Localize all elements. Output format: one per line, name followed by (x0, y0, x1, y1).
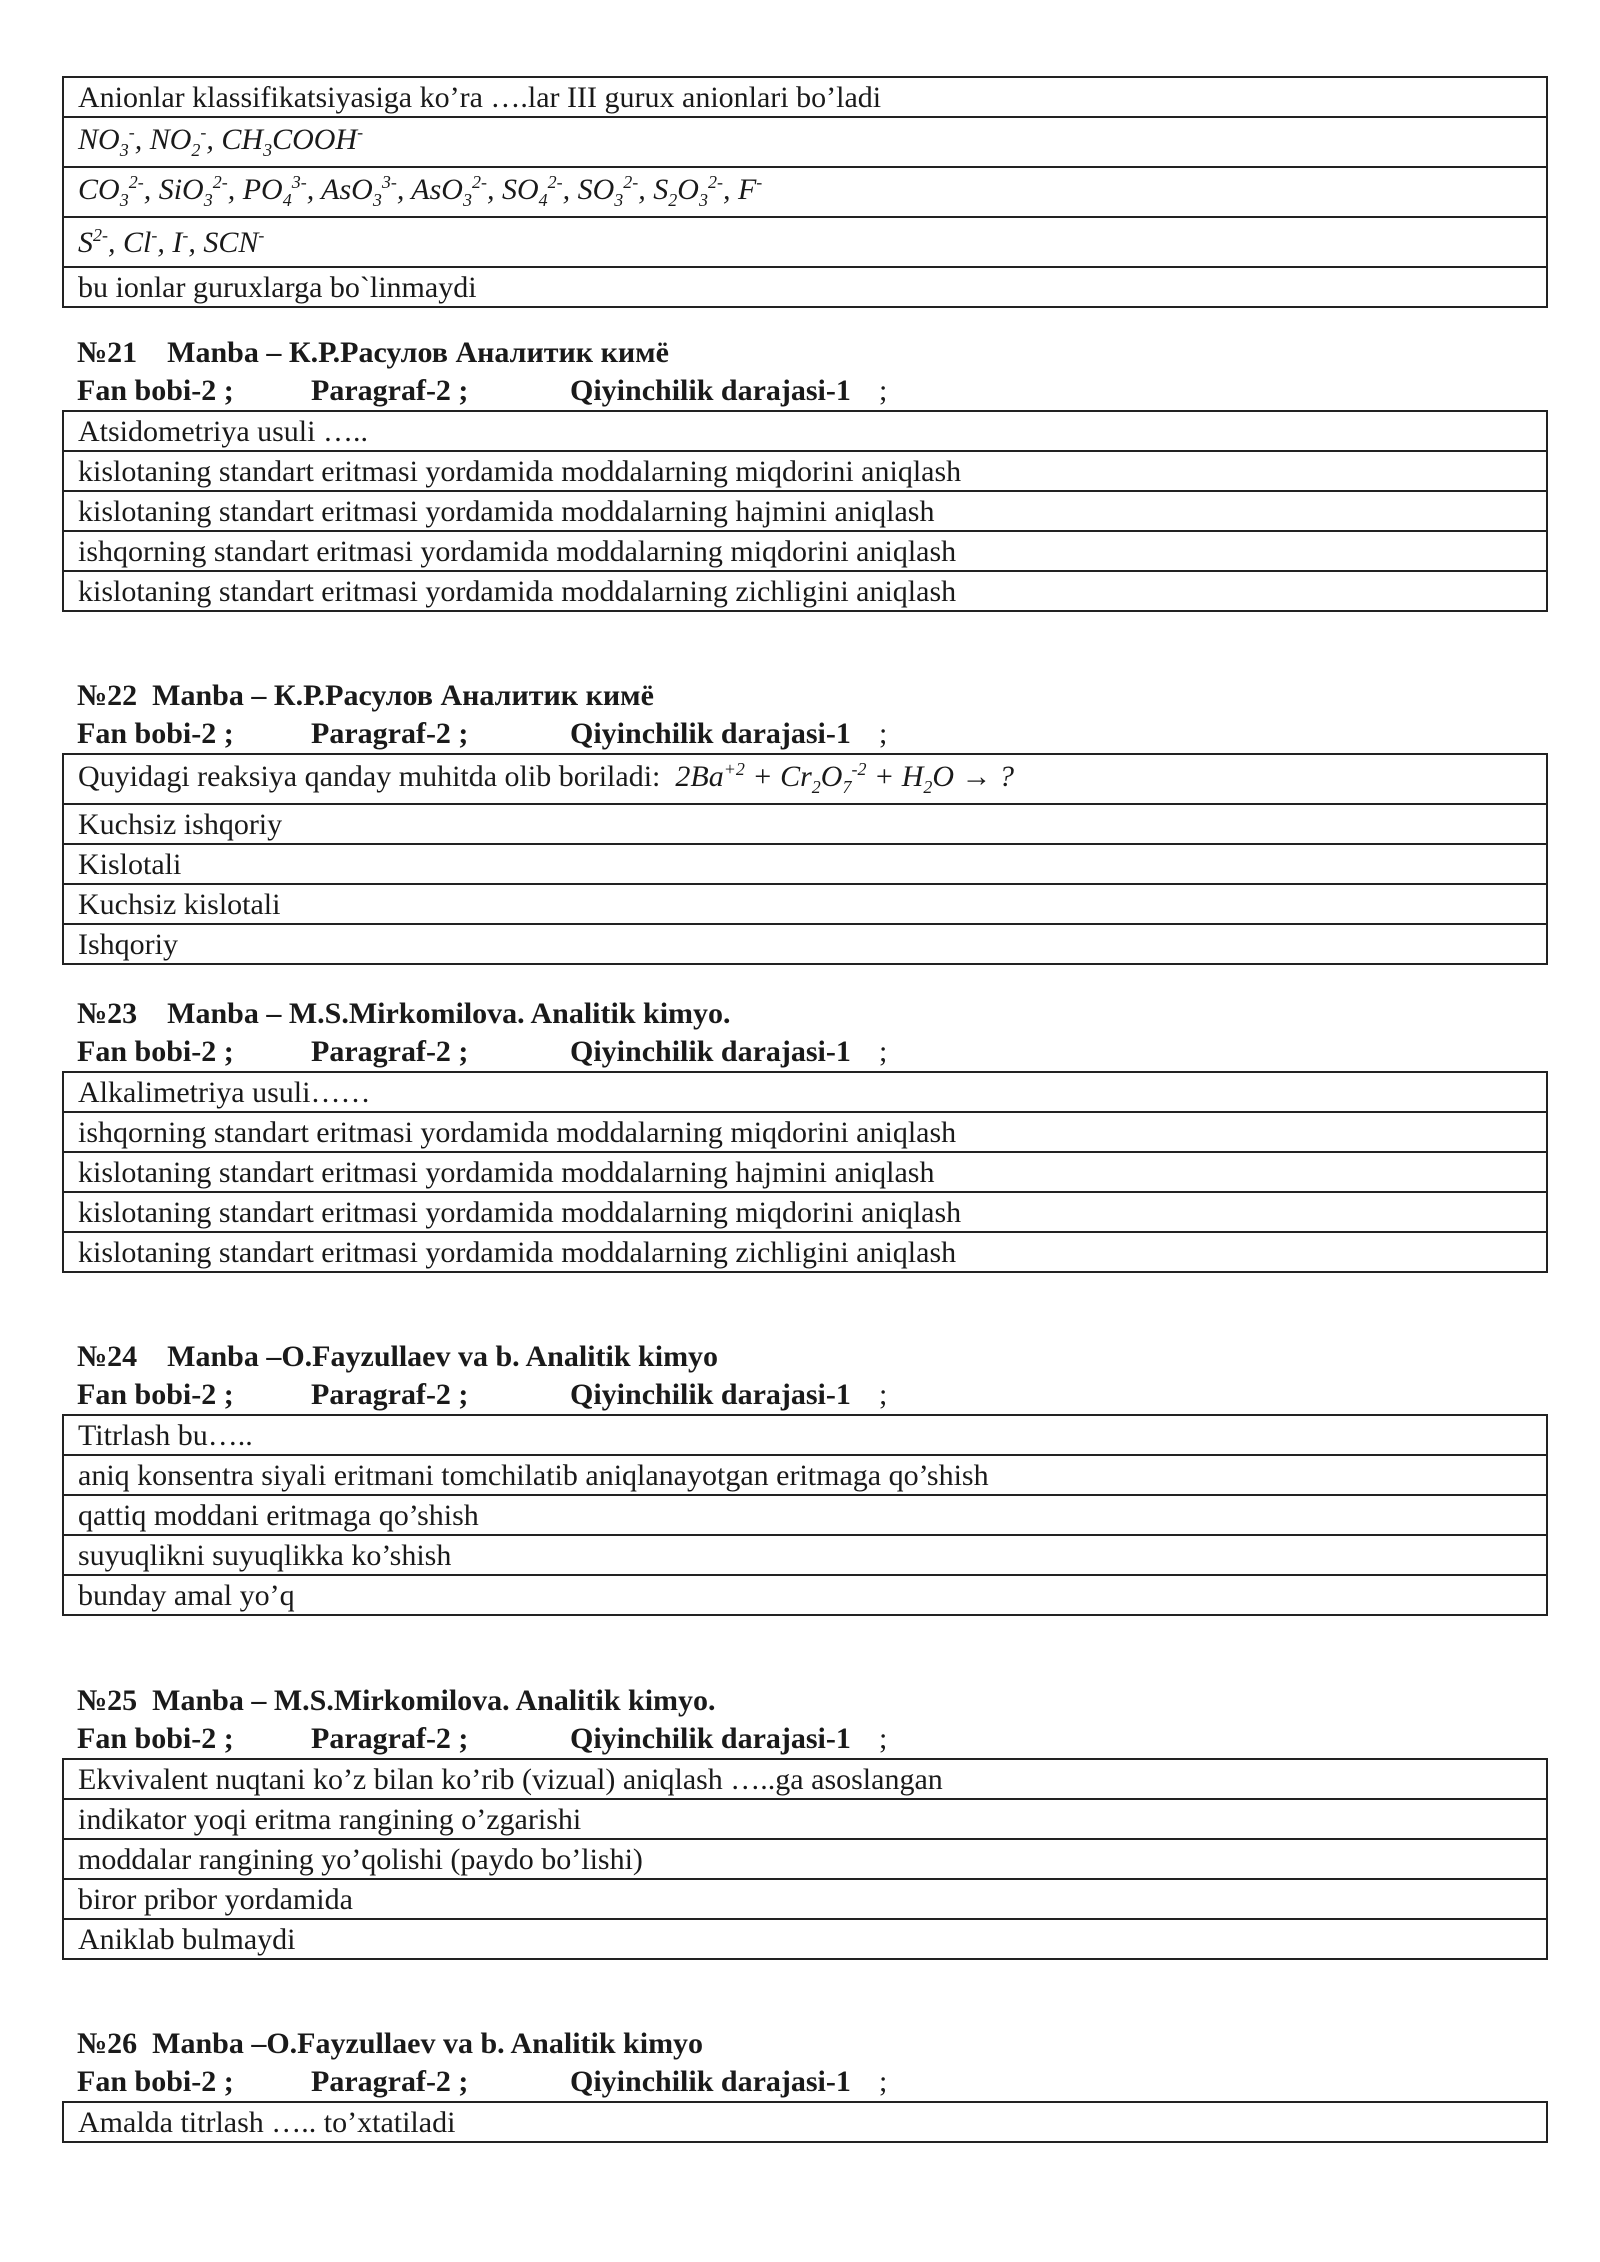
question-table (62, 753, 1548, 965)
option-1: kislotaning standart eritmasi yordamida moddalarning miqdorini aniqlash (63, 451, 1547, 491)
question-text-label: Quyidagi reaksiya qanday muhitda olib boriladi: (78, 760, 661, 794)
formula: $CO_3^{2-}$, SiO$_3^{2-}$, $PO_4^{3-}$, AsO$_3^{3-}$, AsO$_3^{2-}$, $SO_4^{2-}$, $SO_3^{2-}$, $S_2O_3^{2-}$, F- (78, 172, 763, 211)
question-24-heading (77, 1338, 718, 1376)
question-number: №24 (77, 1340, 138, 1373)
question-26 (62, 2101, 1548, 2143)
option-3: Kuchsiz kislotali (63, 884, 1547, 924)
qiyinchilik: Qiyinchilik darajasi-1 (570, 717, 851, 750)
question-table (62, 1414, 1548, 1616)
option-4: kislotaning standart eritmasi yordamida moddalarning zichligini aniqlash (63, 1232, 1547, 1272)
question-source: Manba –O.Fayzullaev va b. Analitik kimyo (167, 1340, 719, 1373)
question-table (62, 1758, 1548, 1960)
question-text: Amalda titrlash ….. to’xtatiladi (63, 2102, 1547, 2142)
option-3: biror pribor yordamida (63, 1879, 1547, 1919)
question-22 (62, 753, 1548, 965)
reaction-formula: $2Ba^{+2} + Cr_2O_7^{-2} + H_2O$ → ? (675, 759, 1015, 798)
semicolon: ; (879, 374, 888, 407)
question-22-heading (77, 677, 654, 715)
question-source: Manba – M.S.Mirkomilova. Analitik kimyo. (167, 997, 731, 1030)
question-24 (62, 1414, 1548, 1616)
semicolon: ; (879, 1722, 888, 1755)
fan-bobi: Fan bobi-2 ; (77, 717, 234, 750)
option-1: ishqorning standart eritmasi yordamida moddalarning miqdorini aniqlash (63, 1112, 1547, 1152)
option-2: moddalar rangining yo’qolishi (paydo bo’lishi) (63, 1839, 1547, 1879)
question-text: Anionlar klassifikatsiyasiga ko’ra ….lar III gurux anionlari bo’ladi (63, 77, 1547, 117)
question-23-heading (77, 995, 731, 1033)
question-source: Manba – К.Р.Расулов Аналитик кимё (167, 336, 669, 369)
option-4: bunday amal yo’q (63, 1575, 1547, 1615)
question-20 (62, 76, 1548, 308)
option-1: Kuchsiz ishqoriy (63, 804, 1547, 844)
question-21-heading (77, 334, 669, 372)
formula: $S^{2-}$, Cl-, I-, SCN- (78, 224, 265, 259)
question-25-heading (77, 1682, 716, 1720)
option-4: kislotaning standart eritmasi yordamida moddalarning zichligini aniqlash (63, 571, 1547, 611)
option-1: aniq konsentra siyali eritmani tomchilatib aniqlanayotgan eritmaga qo’shish (63, 1455, 1547, 1495)
question-table (62, 1071, 1548, 1273)
question-text: Atsidometriya usuli ….. (63, 411, 1547, 451)
question-21 (62, 410, 1548, 612)
question-text: Ekvivalent nuqtani ko’z bilan ko’rib (vizual) aniqlash …..ga asoslangan (63, 1759, 1547, 1799)
option-4: Ishqoriy (63, 924, 1547, 964)
paragraf: Paragraf-2 ; (311, 717, 469, 750)
fan-bobi: Fan bobi-2 ; (77, 1035, 234, 1068)
option-3: kislotaning standart eritmasi yordamida moddalarning miqdorini aniqlash (63, 1192, 1547, 1232)
option-2: qattiq moddani eritmaga qo’shish (63, 1495, 1547, 1535)
paragraf: Paragraf-2 ; (311, 1035, 469, 1068)
fan-bobi: Fan bobi-2 ; (77, 1722, 234, 1755)
option-1 (63, 117, 1547, 167)
question-25 (62, 1758, 1548, 1960)
question-number: №21 (77, 336, 138, 369)
question-table (62, 410, 1548, 612)
question-source: Manba –O.Fayzullaev va b. Analitik kimyo (152, 2027, 704, 2060)
question-number: №25 (77, 1684, 138, 1717)
qiyinchilik: Qiyinchilik darajasi-1 (570, 374, 851, 407)
fan-bobi: Fan bobi-2 ; (77, 2065, 234, 2098)
option-2 (63, 167, 1547, 217)
qiyinchilik: Qiyinchilik darajasi-1 (570, 2065, 851, 2098)
question-table (62, 2101, 1548, 2143)
paragraf: Paragraf-2 ; (311, 1378, 469, 1411)
option-2: kislotaning standart eritmasi yordamida moddalarning hajmini aniqlash (63, 1152, 1547, 1192)
question-23 (62, 1071, 1548, 1273)
qiyinchilik: Qiyinchilik darajasi-1 (570, 1035, 851, 1068)
paragraf: Paragraf-2 ; (311, 2065, 469, 2098)
question-table (62, 76, 1548, 308)
question-source: Manba – M.S.Mirkomilova. Analitik kimyo. (152, 1684, 716, 1717)
semicolon: ; (879, 1378, 888, 1411)
question-number: №23 (77, 997, 138, 1030)
qiyinchilik: Qiyinchilik darajasi-1 (570, 1378, 851, 1411)
semicolon: ; (879, 1035, 888, 1068)
option-4: Aniklab bulmaydi (63, 1919, 1547, 1959)
semicolon: ; (879, 717, 888, 750)
question-26-heading (77, 2025, 703, 2063)
semicolon: ; (879, 2065, 888, 2098)
question-text (63, 754, 1547, 804)
option-3 (63, 217, 1547, 267)
option-2: kislotaning standart eritmasi yordamida moddalarning hajmini aniqlash (63, 491, 1547, 531)
fan-bobi: Fan bobi-2 ; (77, 1378, 234, 1411)
option-3: ishqorning standart eritmasi yordamida moddalarning miqdorini aniqlash (63, 531, 1547, 571)
paragraf: Paragraf-2 ; (311, 374, 469, 407)
question-text: Titrlash bu….. (63, 1415, 1547, 1455)
option-2: Kislotali (63, 844, 1547, 884)
question-number: №22 (77, 679, 138, 712)
formula: $NO_3^-$, $NO_2^-$, $CH_3COOH^-$ (78, 122, 364, 161)
option-4: bu ionlar guruxlarga bo`linmaydi (63, 267, 1547, 307)
question-source: Manba – К.Р.Расулов Аналитик кимё (152, 679, 654, 712)
option-3: suyuqlikni suyuqlikka ko’shish (63, 1535, 1547, 1575)
paragraf: Paragraf-2 ; (311, 1722, 469, 1755)
question-text: Alkalimetriya usuli…… (63, 1072, 1547, 1112)
fan-bobi: Fan bobi-2 ; (77, 374, 234, 407)
option-1: indikator yoqi eritma rangining o’zgarishi (63, 1799, 1547, 1839)
question-number: №26 (77, 2027, 138, 2060)
qiyinchilik: Qiyinchilik darajasi-1 (570, 1722, 851, 1755)
